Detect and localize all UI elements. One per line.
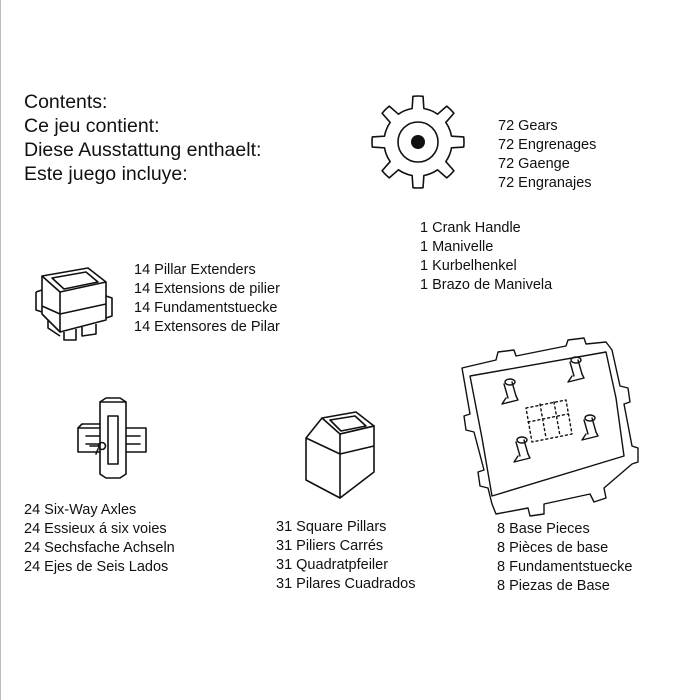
left-edge-line [0, 0, 1, 700]
pillar-extenders-line-es: 14 Extensores de Pilar [134, 319, 280, 335]
six-way-axles-line-en: 24 Six-Way Axles [24, 502, 137, 518]
six-way-axles-line-es: 24 Ejes de Seis Lados [24, 559, 169, 575]
base-piece-icon [456, 338, 638, 518]
pillar-extenders-label [134, 261, 280, 337]
crank-line-es: 1 Brazo de Manivela [420, 277, 553, 293]
crank-label [420, 219, 552, 295]
base-pieces-line-en: 8 Base Pieces [497, 521, 590, 537]
heading-line-fr: Ce jeu contient: [24, 115, 160, 137]
heading-line-es: Este juego incluye: [24, 163, 188, 185]
base-pieces-line-es: 8 Piezas de Base [497, 578, 610, 594]
square-pillar-icon [300, 408, 380, 500]
square-pillars-line-en: 31 Square Pillars [276, 519, 387, 535]
gears-line-en: 72 Gears [498, 118, 558, 134]
pillar-extenders-line-de: 14 Fundamentstuecke [134, 300, 278, 316]
base-pieces-line-fr: 8 Pièces de base [497, 540, 609, 556]
heading-line-de: Diese Ausstattung enthaelt: [24, 139, 262, 161]
six-way-axles-label [24, 501, 175, 577]
six-way-axles-line-fr: 24 Essieux á six voies [24, 521, 167, 537]
six-way-axle-icon [72, 394, 150, 480]
square-pillars-line-fr: 31 Piliers Carrés [276, 538, 384, 554]
base-pieces-line-de: 8 Fundamentstuecke [497, 559, 633, 575]
pillar-extender-icon [30, 262, 115, 344]
crank-line-de: 1 Kurbelhenkel [420, 258, 517, 274]
crank-line-fr: 1 Manivelle [420, 239, 494, 255]
gears-line-es: 72 Engranajes [498, 175, 592, 191]
base-pieces-label [497, 520, 632, 596]
contents-heading [24, 90, 261, 186]
gear-icon [368, 92, 468, 192]
gears-line-de: 72 Gaenge [498, 156, 570, 172]
square-pillars-line-de: 31 Quadratpfeiler [276, 557, 389, 573]
gears-label [498, 117, 596, 193]
pillar-extenders-line-en: 14 Pillar Extenders [134, 262, 256, 278]
gears-line-fr: 72 Engrenages [498, 137, 597, 153]
square-pillars-label [276, 518, 415, 594]
crank-line-en: 1 Crank Handle [420, 220, 521, 236]
six-way-axles-line-de: 24 Sechsfache Achseln [24, 540, 175, 556]
square-pillars-line-es: 31 Pilares Cuadrados [276, 576, 416, 592]
pillar-extenders-line-fr: 14 Extensions de pilier [134, 281, 280, 297]
heading-line-en: Contents: [24, 91, 108, 113]
